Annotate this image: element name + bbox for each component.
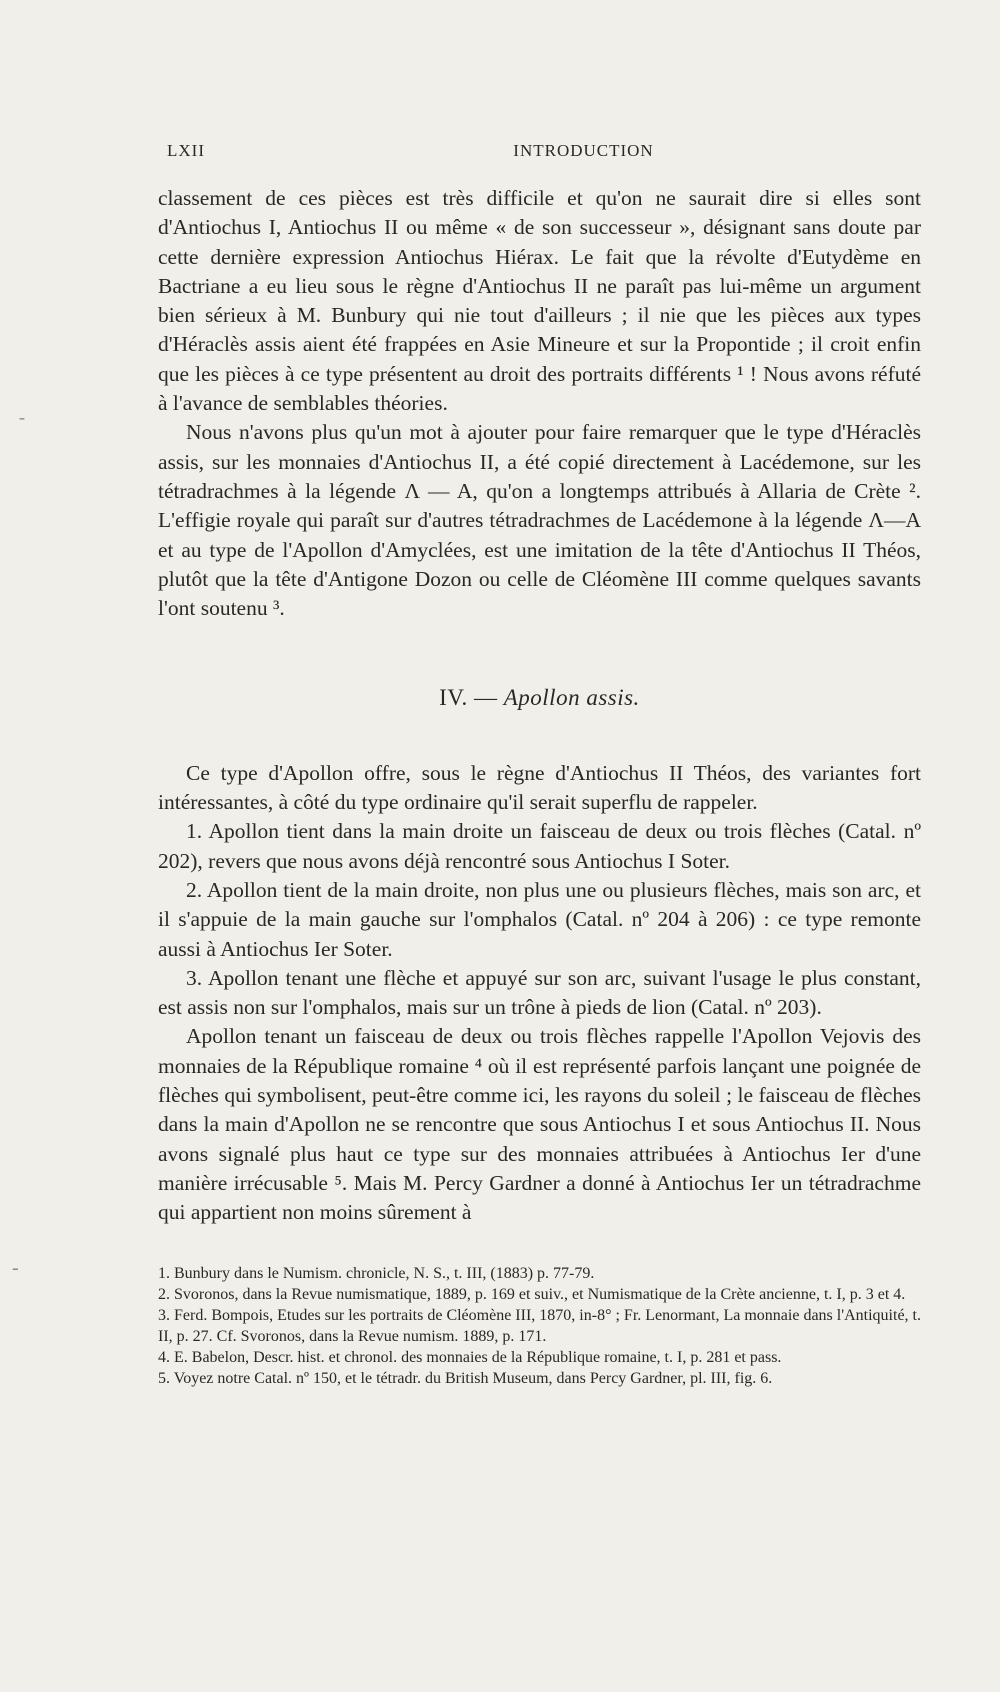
- paragraph: Ce type d'Apollon offre, sous le règne d'Antiochus II Théos, des variantes fort intéressantes, à côté du type ordinaire qu'il serait superflu de rappeler.: [158, 760, 921, 815]
- body-text: [158, 184, 921, 1228]
- section-number: IV. —: [439, 685, 498, 711]
- section-title: Apollon assis.: [503, 685, 640, 711]
- margin-mark: -: [12, 1257, 19, 1279]
- page-number: LXII: [167, 141, 205, 160]
- paragraph: Nous n'avons plus qu'un mot à ajouter pour faire remarquer que le type d'Héraclès assis, sur les monnaies d'Antiochus II, a été copié directement à Lacédemone, sur les tétradrachmes à la légende Λ — Α, qu'on a longtemps attribués à Allaria de Crète ². L'effigie royale qui paraît sur d'autres tétradrachmes de Lacédemone à la légende Λ—Α et au type de l'Apollon d'Amyclées, est une imitation de la tête d'Antiochus II Théos, plutôt que la tête d'Antigone Dozon ou celle de Cléomène III comme quelques savants l'ont soutenu ³.: [158, 420, 921, 621]
- paragraph: 2. Apollon tient de la main droite, non plus une ou plusieurs flèches, mais son arc, et il s'appuie de la main gauche sur l'omphalos (Catal. nº 204 à 206) : ce type remonte aussi à Antiochus Ier Soter.: [158, 877, 921, 961]
- paragraph: 1. Apollon tient dans la main droite un faisceau de deux ou trois flèches (Catal. nº 202), revers que nous avons déjà rencontré sous Antiochus I Soter.: [158, 819, 921, 873]
- footnote: 2. Svoronos, dans la Revue numismatique, 1889, p. 169 et suiv., et Numismatique de la Crète ancienne, t. I, p. 3 et 4.: [158, 1286, 906, 1303]
- margin-mark: -: [19, 407, 25, 427]
- footnote: 3. Ferd. Bompois, Etudes sur les portraits de Cléomène III, 1870, in-8° ; Fr. Lenormant, La monnaie dans l'Antiquité, t. II, p. 27. Cf. Svoronos, dans la Revue numism. 1889, p. 171.: [158, 1307, 921, 1345]
- paragraph: Apollon tenant un faisceau de deux ou trois flèches rappelle l'Apollon Vejovis des monnaies de la République romaine ⁴ où il est représenté parfois lançant une poignée de flèches qui symbolisent, peut-être comme ici, les rayons du soleil ; le faisceau de flèches dans la main d'Apollon ne se rencontre que sous Antiochus I et sous Antiochus II. Nous avons signalé plus haut ce type sur des monnaies attribuées à Antiochus Ier d'une manière irrécusable ⁵. Mais M. Percy Gardner a donné à Antiochus Ier un tétradrachme qui appartient non moins sûrement à: [158, 1024, 921, 1225]
- paragraph: 3. Apollon tenant une flèche et appuyé sur son arc, suivant l'usage le plus constant, est assis non sur l'omphalos, mais sur un trône à pieds de lion (Catal. nº 203).: [158, 965, 921, 1020]
- footnote: 4. E. Babelon, Descr. hist. et chronol. des monnaies de la République romaine, t. I, p. 281 et pass.: [158, 1349, 782, 1366]
- footnotes: [158, 1263, 921, 1389]
- page-title: INTRODUCTION: [513, 141, 654, 160]
- running-head: [167, 141, 940, 169]
- footnote: 1. Bunbury dans le Numism. chronicle, N. S., t. III, (1883) p. 77-79.: [158, 1265, 595, 1282]
- footnote: 5. Voyez notre Catal. nº 150, et le tétradr. du British Museum, dans Percy Gardner, pl. III, fig. 6.: [158, 1370, 773, 1387]
- paragraph: classement de ces pièces est très difficile et qu'on ne saurait dire si elles sont d'Antiochus I, Antiochus II ou même « de son successeur », désignant sans doute par cette dernière expression Antiochus Hiérax. Le fait que la révolte d'Eutydème en Bactriane a eu lieu sous le règne d'Antiochus II ne paraît pas lui-même un argument bien sérieux à M. Bunbury qui nie tout d'ailleurs ; il nie que les pièces aux types d'Héraclès assis aient été frappées en Asie Mineure et sur la Propontide ; il croit enfin que les pièces à ce type présentent au droit des portraits différents ¹ ! Nous avons réfuté à l'avance de semblables théories.: [158, 186, 921, 416]
- section-heading: [158, 683, 921, 712]
